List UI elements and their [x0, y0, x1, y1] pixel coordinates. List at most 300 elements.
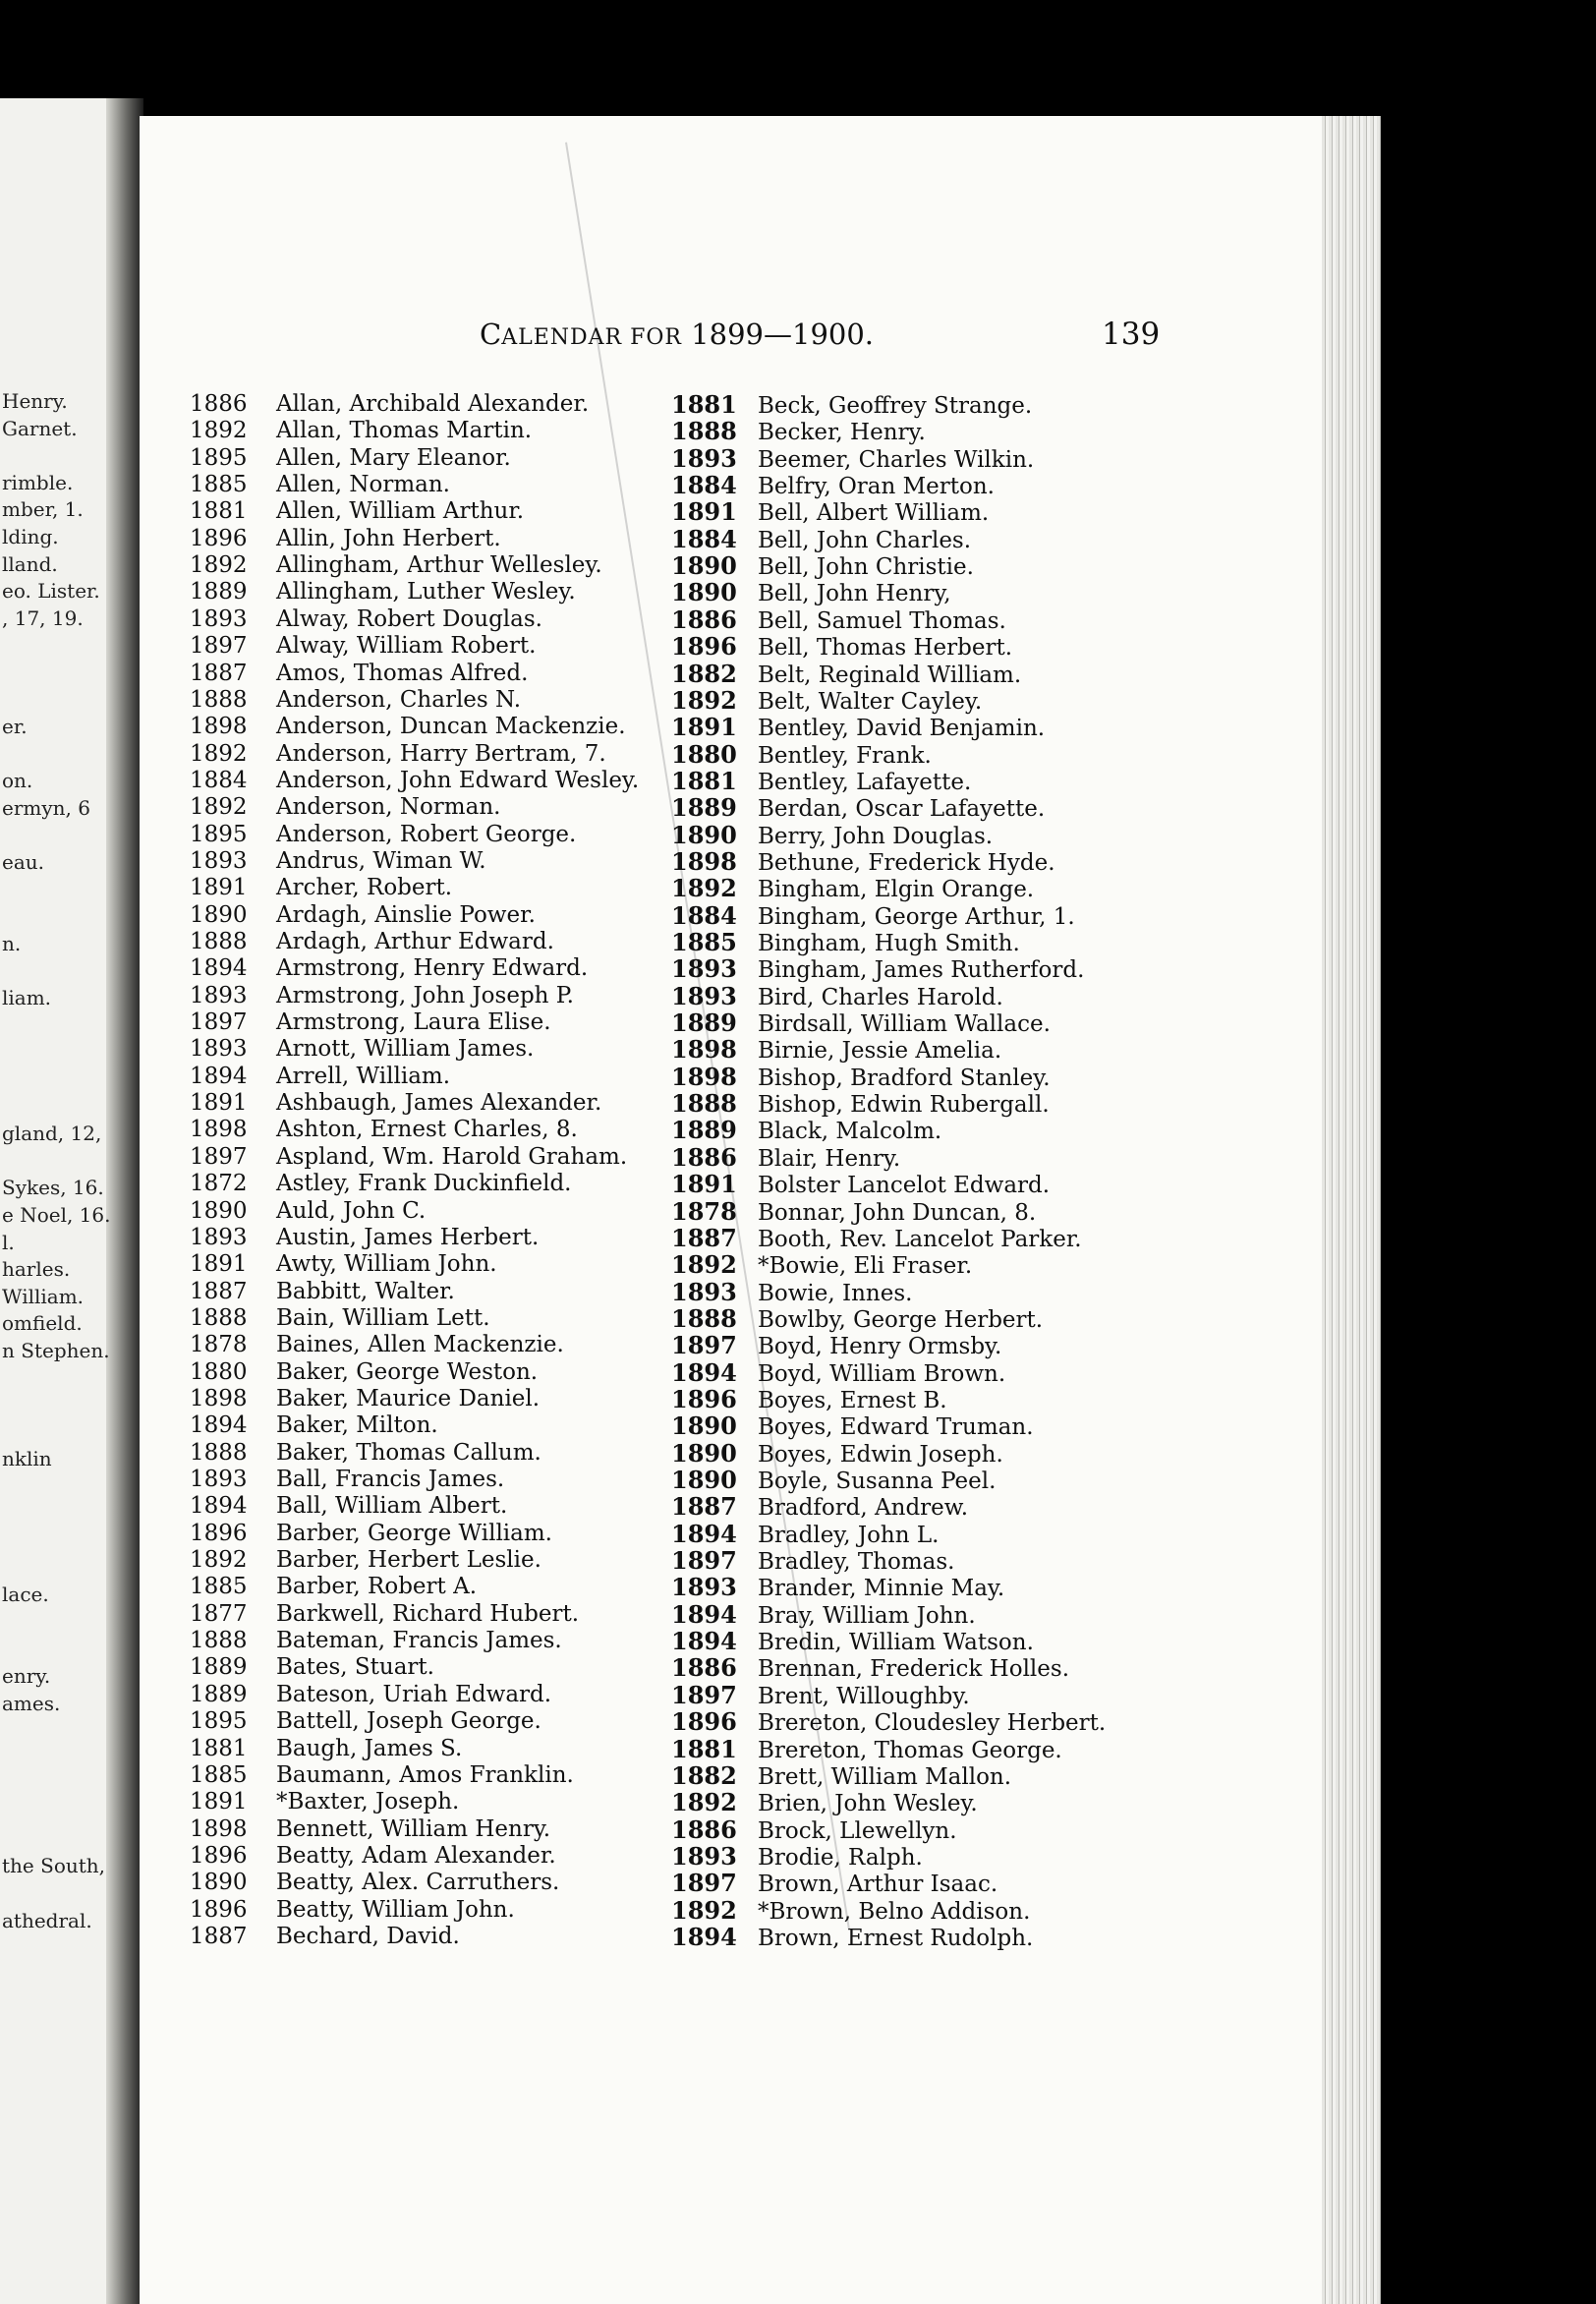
left-entry [190, 1816, 550, 1843]
right-entry [671, 1332, 1001, 1358]
entry-year: 1884 [190, 767, 248, 793]
entry-year: 1894 [671, 1922, 737, 1951]
entry-year: 1898 [190, 714, 248, 740]
entry-year: 1885 [671, 928, 737, 956]
entry-name: Bates, Stuart. [276, 1654, 434, 1681]
entry-year: 1888 [190, 686, 248, 713]
left-entry [190, 1117, 578, 1143]
entry-year: 1880 [190, 1358, 248, 1385]
entry-year: 1892 [190, 1547, 248, 1574]
entry-name: Bonnar, John Duncan, 8. [758, 1199, 1037, 1226]
facing-page-fragment: harles. [2, 1257, 71, 1282]
left-entry [190, 1225, 539, 1251]
left-entry [190, 1144, 627, 1171]
left-entry [190, 741, 606, 768]
right-entry [671, 1198, 1036, 1225]
entry-year: 1878 [671, 1196, 737, 1226]
entry-name: Bentley, David Benjamin. [758, 716, 1046, 742]
left-entry [190, 1924, 460, 1950]
entry-name: Bishop, Bradford Stanley. [758, 1065, 1051, 1091]
entry-year: 1892 [190, 794, 248, 821]
right-entry [671, 1386, 947, 1412]
right-entry [671, 1412, 1034, 1439]
entry-year: 1888 [671, 417, 737, 446]
entry-name: Beemer, Charles Wilkin. [758, 446, 1035, 473]
entry-name: Alway, Robert Douglas. [276, 605, 542, 632]
entry-name: Brereton, Cloudesley Herbert. [758, 1710, 1107, 1737]
right-entry [671, 472, 995, 498]
entry-name: Belt, Reginald William. [758, 662, 1022, 688]
entry-name: Anderson, Norman. [276, 794, 501, 821]
entry-name: Bowlby, George Herbert. [758, 1306, 1044, 1333]
facing-page-fragment: rimble. [2, 470, 74, 494]
entry-year: 1888 [671, 1089, 737, 1119]
entry-name: Boyes, Ernest B. [758, 1387, 947, 1413]
left-entry [190, 1547, 542, 1574]
right-entry [671, 902, 1075, 929]
right-entry [671, 1009, 1051, 1036]
entry-name: *Bowie, Eli Fraser. [758, 1253, 973, 1280]
entry-year: 1897 [671, 1546, 737, 1576]
entry-year: 1881 [671, 1734, 737, 1763]
right-entry [671, 955, 1084, 982]
entry-year: 1889 [671, 1116, 737, 1145]
entry-name: Bradley, John L. [758, 1522, 940, 1548]
entry-name: Becker, Henry. [758, 420, 926, 446]
entry-year: 1898 [671, 1035, 737, 1065]
entry-name: Allen, Norman. [276, 472, 450, 498]
entry-name: Auld, John C. [276, 1197, 427, 1224]
entry-year: 1892 [671, 685, 737, 715]
right-entry [671, 1493, 968, 1520]
right-entry [671, 1117, 941, 1143]
right-entry [671, 1171, 1050, 1197]
right-entry [671, 1225, 1082, 1251]
entry-year: 1890 [671, 1466, 737, 1494]
facing-page-fragment: Henry. [2, 389, 68, 413]
entry-name: Allin, John Herbert. [276, 525, 501, 551]
left-entry [190, 1412, 438, 1439]
left-entry [190, 1682, 551, 1708]
right-entry [671, 579, 951, 605]
facing-page-fragment: lland. [2, 551, 58, 576]
entry-name: Birnie, Jessie Amelia. [758, 1038, 1002, 1065]
entry-year: 1890 [190, 1870, 248, 1896]
right-entry [671, 1762, 1011, 1789]
entry-year: 1894 [190, 955, 248, 982]
entry-year: 1890 [671, 1411, 737, 1441]
entry-name: Aspland, Wm. Harold Graham. [276, 1143, 628, 1170]
entry-year: 1877 [190, 1600, 248, 1627]
entry-name: Arnott, William James. [276, 1036, 535, 1063]
facing-page-fragment: nklin [2, 1447, 52, 1471]
entry-name: Anderson, Charles N. [276, 686, 522, 713]
right-entry [671, 983, 1003, 1009]
entry-year: 1886 [671, 605, 737, 634]
entry-year: 1894 [671, 1357, 737, 1387]
left-entry [190, 1198, 426, 1225]
entry-name: *Brown, Belno Addison. [758, 1898, 1031, 1925]
entry-year: 1892 [190, 552, 248, 579]
left-entry [190, 1305, 490, 1332]
entry-year: 1893 [671, 981, 737, 1010]
right-entry [671, 1736, 1062, 1762]
left-entry [190, 1574, 477, 1600]
entry-name: Bell, Samuel Thomas. [758, 607, 1006, 634]
entry-year: 1898 [190, 1385, 248, 1411]
entry-year: 1889 [671, 793, 737, 823]
facing-page-fragment: Garnet. [2, 416, 78, 440]
left-entry [190, 1870, 559, 1896]
left-entry [190, 1064, 450, 1090]
entry-year: 1891 [671, 1170, 737, 1199]
facing-page-fragment: enry. [2, 1664, 51, 1689]
entry-name: Bell, Thomas Herbert. [758, 635, 1013, 662]
entry-name: Amos, Thomas Alfred. [276, 660, 529, 686]
entry-year: 1881 [190, 498, 248, 525]
left-entry [190, 768, 639, 794]
left-entry [190, 1386, 540, 1412]
page-header [480, 317, 875, 351]
entry-name: Bird, Charles Harold. [758, 984, 1003, 1010]
entry-name: Berry, John Douglas. [758, 823, 994, 849]
facing-page-fragment: eau. [2, 850, 44, 875]
left-entry [190, 1736, 462, 1762]
entry-name: Bredin, William Watson. [758, 1630, 1034, 1656]
right-entry [671, 1628, 1034, 1654]
entry-name: Allen, William Arthur. [276, 498, 525, 525]
left-entry [190, 1332, 564, 1358]
right-entry [671, 929, 1020, 955]
entry-name: Astley, Frank Duckinfield. [276, 1171, 572, 1197]
right-entry [671, 1924, 1033, 1950]
entry-name: Boyes, Edwin Joseph. [758, 1441, 1003, 1468]
entry-year: 1894 [671, 1599, 737, 1629]
right-entry [671, 526, 971, 552]
entry-year: 1886 [671, 1142, 737, 1172]
facing-page-fragment: eo. Lister. [2, 579, 100, 604]
entry-year: 1891 [671, 713, 737, 742]
left-entry [190, 526, 501, 552]
entry-name: Bateson, Uriah Edward. [276, 1681, 552, 1707]
left-entry [190, 1036, 534, 1063]
left-entry [190, 1897, 515, 1924]
entry-year: 1897 [671, 1331, 737, 1360]
entry-year: 1893 [190, 1036, 248, 1063]
entry-name: Awty, William John. [276, 1251, 497, 1278]
right-entry [671, 1305, 1043, 1332]
entry-name: Ardagh, Ainslie Power. [276, 901, 536, 928]
right-entry [671, 1090, 1050, 1117]
entry-name: Ashton, Ernest Charles, 8. [276, 1117, 578, 1143]
right-entry [671, 633, 1012, 660]
entry-name: Belt, Walter Cayley. [758, 688, 983, 715]
left-entry [190, 1628, 562, 1654]
right-entry [671, 1654, 1069, 1681]
left-entry [190, 714, 626, 740]
entry-year: 1872 [190, 1171, 248, 1197]
entry-name: Baines, Allen Mackenzie. [276, 1332, 564, 1358]
entry-year: 1898 [671, 846, 737, 876]
entry-name: Brett, William Mallon. [758, 1763, 1012, 1790]
entry-name: Baker, George Weston. [276, 1358, 539, 1385]
entry-year: 1894 [190, 1063, 248, 1089]
right-entry [671, 875, 1034, 901]
entry-name: Austin, James Herbert. [276, 1224, 540, 1250]
entry-year: 1893 [671, 954, 737, 984]
right-entry [671, 1547, 955, 1574]
entry-name: Ardagh, Arthur Edward. [276, 929, 554, 954]
entry-name: Bradford, Andrew. [758, 1495, 969, 1522]
right-entry [671, 661, 1021, 687]
entry-name: Allingham, Arthur Wellesley. [276, 552, 602, 579]
right-entry [671, 1897, 1030, 1924]
entry-name: Birdsall, William Wallace. [758, 1011, 1051, 1038]
entry-name: Brennan, Frederick Holles. [758, 1656, 1070, 1683]
entry-name: Bentley, Lafayette. [758, 769, 972, 795]
left-entry [190, 929, 554, 955]
entry-year: 1896 [190, 525, 248, 551]
entry-name: Bishop, Edwin Rubergall. [758, 1092, 1050, 1119]
right-entry [671, 794, 1045, 821]
left-entry [190, 1090, 601, 1117]
entry-name: Belfry, Oran Merton. [758, 474, 995, 500]
entry-year: 1898 [671, 1062, 737, 1091]
facing-page-fragment: ames. [2, 1691, 61, 1715]
entry-year: 1890 [671, 820, 737, 849]
entry-year: 1885 [190, 1574, 248, 1600]
entry-year: 1894 [671, 1627, 737, 1656]
entry-year: 1893 [190, 605, 248, 632]
entry-name: Beatty, William John. [276, 1896, 515, 1923]
entry-name: Bingham, Elgin Orange. [758, 877, 1035, 903]
facing-page-fragment: gland, 12, [2, 1122, 102, 1146]
entry-name: Bell, John Christie. [758, 554, 974, 581]
entry-name: Brown, Ernest Rudolph. [758, 1925, 1034, 1951]
facing-page-fragment: Sykes, 16. [2, 1176, 104, 1200]
entry-name: Bechard, David. [276, 1923, 460, 1949]
left-entry [190, 1601, 579, 1628]
facing-page-fragment: athedral. [2, 1908, 92, 1932]
entry-name: Bolster Lancelot Edward. [758, 1173, 1051, 1199]
entry-year: 1889 [671, 1008, 737, 1038]
entry-name: Beatty, Alex. Carruthers. [276, 1870, 560, 1896]
entry-year: 1889 [190, 579, 248, 605]
entry-year: 1893 [190, 847, 248, 874]
entry-name: Armstrong, John Joseph P. [276, 982, 574, 1008]
entry-name: Bingham, James Rutherford. [758, 957, 1085, 984]
right-entry [671, 1064, 1051, 1090]
entry-year: 1896 [190, 1520, 248, 1546]
entry-year: 1893 [190, 1224, 248, 1250]
entry-name: Arrell, William. [276, 1063, 451, 1089]
entry-year: 1884 [671, 471, 737, 500]
entry-year: 1893 [671, 1573, 737, 1602]
page-edges [1322, 116, 1381, 2304]
left-entry [190, 445, 511, 472]
facing-page-fragment: omfield. [2, 1311, 83, 1336]
entry-year: 1895 [190, 1708, 248, 1735]
entry-year: 1887 [671, 1492, 737, 1522]
entry-name: Ball, Francis James. [276, 1467, 505, 1492]
entry-year: 1896 [671, 632, 737, 662]
right-entry [671, 418, 926, 444]
entry-name: Brien, John Wesley. [758, 1791, 978, 1817]
entry-year: 1880 [671, 739, 737, 769]
entry-year: 1882 [671, 1760, 737, 1790]
entry-name: Barber, Robert A. [276, 1574, 478, 1600]
entry-name: Bateman, Francis James. [276, 1628, 562, 1654]
right-entry [671, 714, 1045, 740]
entry-name: Bennett, William Henry. [276, 1815, 551, 1842]
entry-name: Bradley, Thomas. [758, 1549, 955, 1576]
facing-page-fragment: er. [2, 715, 28, 739]
left-entry [190, 391, 589, 418]
entry-year: 1885 [190, 472, 248, 498]
facing-page-fragment: lding. [2, 525, 59, 548]
left-entry [190, 1762, 574, 1789]
right-entry [671, 1144, 900, 1171]
entry-year: 1886 [671, 1814, 737, 1844]
header-years: 1899—1900. [681, 317, 875, 351]
right-entry [671, 1843, 923, 1870]
entry-year: 1887 [190, 660, 248, 686]
entry-name: Ball, William Albert. [276, 1493, 508, 1520]
right-entry [671, 741, 932, 768]
right-entry [671, 822, 993, 848]
right-entry [671, 1601, 976, 1628]
entry-name: Bray, William John. [758, 1602, 976, 1629]
entry-year: 1889 [190, 1681, 248, 1707]
entry-name: Archer, Robert. [276, 875, 453, 901]
left-entry [190, 1359, 538, 1386]
entry-name: Bell, John Henry, [758, 581, 951, 607]
entry-year: 1886 [190, 391, 248, 417]
header-initial: C [480, 317, 502, 351]
entry-year: 1890 [671, 1438, 737, 1468]
left-entry [190, 1521, 552, 1547]
entry-name: Bingham, George Arthur, 1. [758, 903, 1075, 930]
facing-page-fragment: e Noel, 16. [2, 1203, 111, 1227]
entry-name: Armstrong, Laura Elise. [276, 1009, 551, 1036]
facing-page-fragment: l. [2, 1230, 15, 1254]
entry-year: 1893 [671, 1841, 737, 1871]
left-entry [190, 1467, 504, 1493]
entry-name: Brereton, Thomas George. [758, 1737, 1062, 1763]
entry-name: Boyes, Edward Truman. [758, 1414, 1034, 1441]
entry-name: Baumann, Amos Franklin. [276, 1761, 574, 1788]
entry-year: 1891 [190, 1251, 248, 1278]
entry-year: 1894 [190, 1493, 248, 1520]
entry-year: 1888 [671, 1303, 737, 1333]
entry-year: 1891 [671, 497, 737, 527]
entry-name: Bowie, Innes. [758, 1280, 913, 1306]
entry-name: Barber, George William. [276, 1520, 552, 1546]
entry-name: Allingham, Luther Wesley. [276, 579, 576, 605]
left-entry [190, 606, 542, 633]
entry-name: Boyd, Henry Ormsby. [758, 1334, 1002, 1360]
entry-year: 1888 [190, 929, 248, 954]
entry-name: Bethune, Frederick Hyde. [758, 849, 1055, 876]
facing-page-fragment: n. [2, 932, 22, 955]
right-entry [671, 1036, 1001, 1063]
entry-name: Brodie, Ralph. [758, 1844, 923, 1871]
entry-year: 1892 [671, 1788, 737, 1817]
right-entry [671, 498, 989, 525]
facing-page-fragment: mber, 1. [2, 497, 84, 522]
left-entry [190, 1279, 455, 1305]
left-entry [190, 552, 602, 579]
right-entry [671, 848, 1055, 875]
facing-page-fragment: , 17, 19. [2, 605, 84, 630]
entry-name: Anderson, Duncan Mackenzie. [276, 714, 626, 740]
entry-name: Boyd, William Brown. [758, 1360, 1006, 1387]
entry-name: Baker, Maurice Daniel. [276, 1385, 541, 1411]
entry-year: 1890 [671, 578, 737, 607]
page-number: 139 [1102, 317, 1161, 352]
entry-year: 1897 [190, 633, 248, 660]
left-entry [190, 1171, 572, 1197]
entry-name: Beatty, Adam Alexander. [276, 1842, 556, 1869]
left-entry [190, 902, 536, 929]
right-entry [671, 1359, 1005, 1386]
entry-year: 1891 [190, 875, 248, 901]
entry-name: Berdan, Oscar Lafayette. [758, 796, 1046, 823]
entry-name: Anderson, John Edward Wesley. [276, 767, 640, 793]
entry-year: 1881 [671, 766, 737, 795]
entry-year: 1882 [671, 659, 737, 688]
entry-year: 1898 [190, 1815, 248, 1842]
entry-year: 1881 [671, 390, 737, 419]
left-entry [190, 848, 486, 875]
entry-year: 1897 [671, 1680, 737, 1709]
right-entry [671, 606, 1006, 633]
entry-name: Baker, Milton. [276, 1412, 438, 1439]
entry-year: 1891 [190, 1090, 248, 1117]
right-entry [671, 445, 1034, 472]
entry-year: 1892 [190, 740, 248, 767]
entry-year: 1897 [190, 1143, 248, 1170]
entry-name: Black, Malcolm. [758, 1119, 942, 1145]
entry-name: Ashbaugh, James Alexander. [276, 1090, 602, 1117]
entry-name: Barkwell, Richard Hubert. [276, 1600, 580, 1627]
entry-name: Anderson, Robert George. [276, 821, 577, 847]
right-entry [671, 1574, 1004, 1600]
entry-year: 1886 [671, 1653, 737, 1683]
entry-name: Anderson, Harry Bertram, 7. [276, 740, 606, 767]
entry-year: 1890 [671, 551, 737, 581]
entry-name: Bain, William Lett. [276, 1304, 490, 1331]
entry-year: 1885 [190, 1761, 248, 1788]
entry-year: 1897 [190, 1009, 248, 1036]
left-entry [190, 579, 576, 605]
facing-page-fragment: the South, [2, 1854, 106, 1878]
right-entry [671, 1870, 998, 1896]
left-entry [190, 875, 452, 901]
entry-year: 1888 [190, 1439, 248, 1466]
entry-year: 1894 [671, 1519, 737, 1548]
right-entry [671, 1467, 996, 1493]
entry-name: Armstrong, Henry Edward. [276, 955, 589, 982]
entry-year: 1893 [190, 1467, 248, 1492]
entry-year: 1892 [671, 874, 737, 903]
entry-name: Baker, Thomas Callum. [276, 1439, 542, 1466]
right-entry [671, 1521, 939, 1547]
entry-name: Baugh, James S. [276, 1735, 463, 1761]
header-smallcaps: ALENDAR FOR [501, 325, 682, 350]
entry-year: 1898 [190, 1117, 248, 1143]
entry-year: 1888 [190, 1628, 248, 1654]
